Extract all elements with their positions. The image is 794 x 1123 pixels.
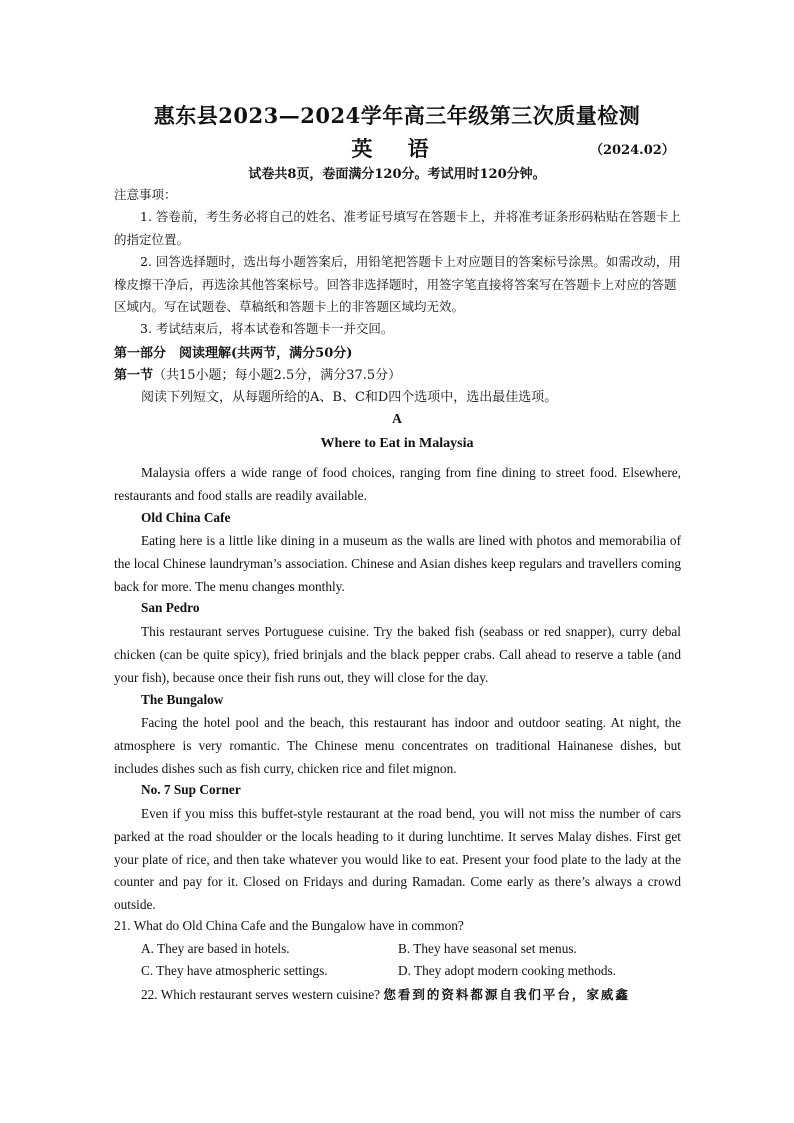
note-item-1: 1. 答卷前，考生务必将自己的姓名、准考证号填写在答题卡上，并将准考证条形码粘贴在答题卡上的指定位置。 bbox=[114, 209, 681, 247]
section-name-old-china-cafe: Old China Cafe bbox=[141, 510, 231, 525]
exam-date: （2024.02） bbox=[590, 143, 675, 158]
subject-title: 英 语 bbox=[351, 136, 443, 161]
note-item-3: 3. 考试结束后，将本试卷和答题卡一并交回。 bbox=[140, 321, 394, 336]
question-21-option-c[interactable]: C. They have atmospheric settings. bbox=[141, 963, 328, 978]
exam-info: 试卷共8页，卷面满分120分。考试用时120分钟。 bbox=[248, 167, 546, 182]
section1-detail: （共15小题；每小题2.5分，满分37.5分） bbox=[153, 368, 402, 383]
notes-label: 注意事项： bbox=[114, 187, 177, 202]
section-name-bungalow: The Bungalow bbox=[141, 692, 224, 707]
section-text-san-pedro: This restaurant serves Portuguese cuisine. Try the baked fish (seabass or red snapper), curry debal chicken (can be quite spicy), fried brinjals and the black pepper crabs. Call ahead to reserve a table (and your fish), because once their fish runs out, they will close for the day. bbox=[114, 624, 681, 685]
watermark-text: 您看到的资料都源自我们平台，家威鑫 bbox=[383, 987, 630, 1002]
question-21-option-b[interactable]: B. They have seasonal set menus. bbox=[398, 941, 577, 956]
question-21-option-a[interactable]: A. They are based in hotels. bbox=[141, 941, 290, 956]
exam-title: 惠东县2023—2024学年高三年级第三次质量检测 bbox=[153, 103, 641, 128]
section-text-sup-corner: Even if you miss this buffet-style restaurant at the road bend, you will not miss the number of cars parked at the road shoulder or the locals heading to it during lunchtime. It serves Malay dishes. First get your plate of rice, and then take whatever you would like to eat. Present your food plate to the lady at the counter and pay for it. Closed on Fridays and during Ramadan. Come early as there’s always a crowd outside. bbox=[114, 806, 681, 913]
question-21-option-d[interactable]: D. They adopt modern cooking methods. bbox=[398, 963, 617, 978]
instruction: 阅读下列短文，从每题所给的A、B、C和D四个选项中，选出最佳选项。 bbox=[141, 390, 558, 405]
section-name-san-pedro: San Pedro bbox=[141, 600, 200, 615]
passage-title: Where to Eat in Malaysia bbox=[320, 436, 474, 451]
section1-heading bbox=[114, 364, 401, 383]
part1-heading: 第一部分 阅读理解(共两节，满分50分) bbox=[114, 346, 353, 361]
section-name-sup-corner: No. 7 Sup Corner bbox=[141, 782, 241, 797]
question-21-stem: 21. What do Old China Cafe and the Bungalow have in common? bbox=[114, 918, 464, 933]
passage-letter: A bbox=[392, 411, 402, 426]
section1-label: 第一节 bbox=[114, 368, 154, 383]
passage-intro: Malaysia offers a wide range of food choices, ranging from fine dining to street food. Elsewhere, restaurants and food stalls are readily available. bbox=[114, 465, 681, 503]
section-text-old-china-cafe: Eating here is a little like dining in a museum as the walls are lined with photos and memorabilia of the local Chinese laundryman’s association. Chinese and Asian dishes keep regulars and travellers coming back for more. The menu changes monthly. bbox=[114, 533, 681, 594]
section-text-bungalow: Facing the hotel pool and the beach, this restaurant has indoor and outdoor seating. At night, the atmosphere is very romantic. The Chinese menu concentrates on traditional Hainanese dishes, but includes dishes such as fish curry, chicken rice and filet mignon. bbox=[114, 715, 681, 776]
note-item-2: 2. 回答选择题时，选出每小题答案后，用铅笔把答题卡上对应题目的答案标号涂黑。如需改动，用橡皮擦干净后，再选涂其他答案标号。回答非选择题时，用签字笔直接将答案写在答题卡上对应的答题区域内。写在试题卷、草稿纸和答题卡上的非答题区域均无效。 bbox=[114, 254, 681, 314]
question-22-stem: 22. Which restaurant serves western cuisine? 您看到的资料都源自我们平台，家威鑫 bbox=[141, 987, 630, 1002]
